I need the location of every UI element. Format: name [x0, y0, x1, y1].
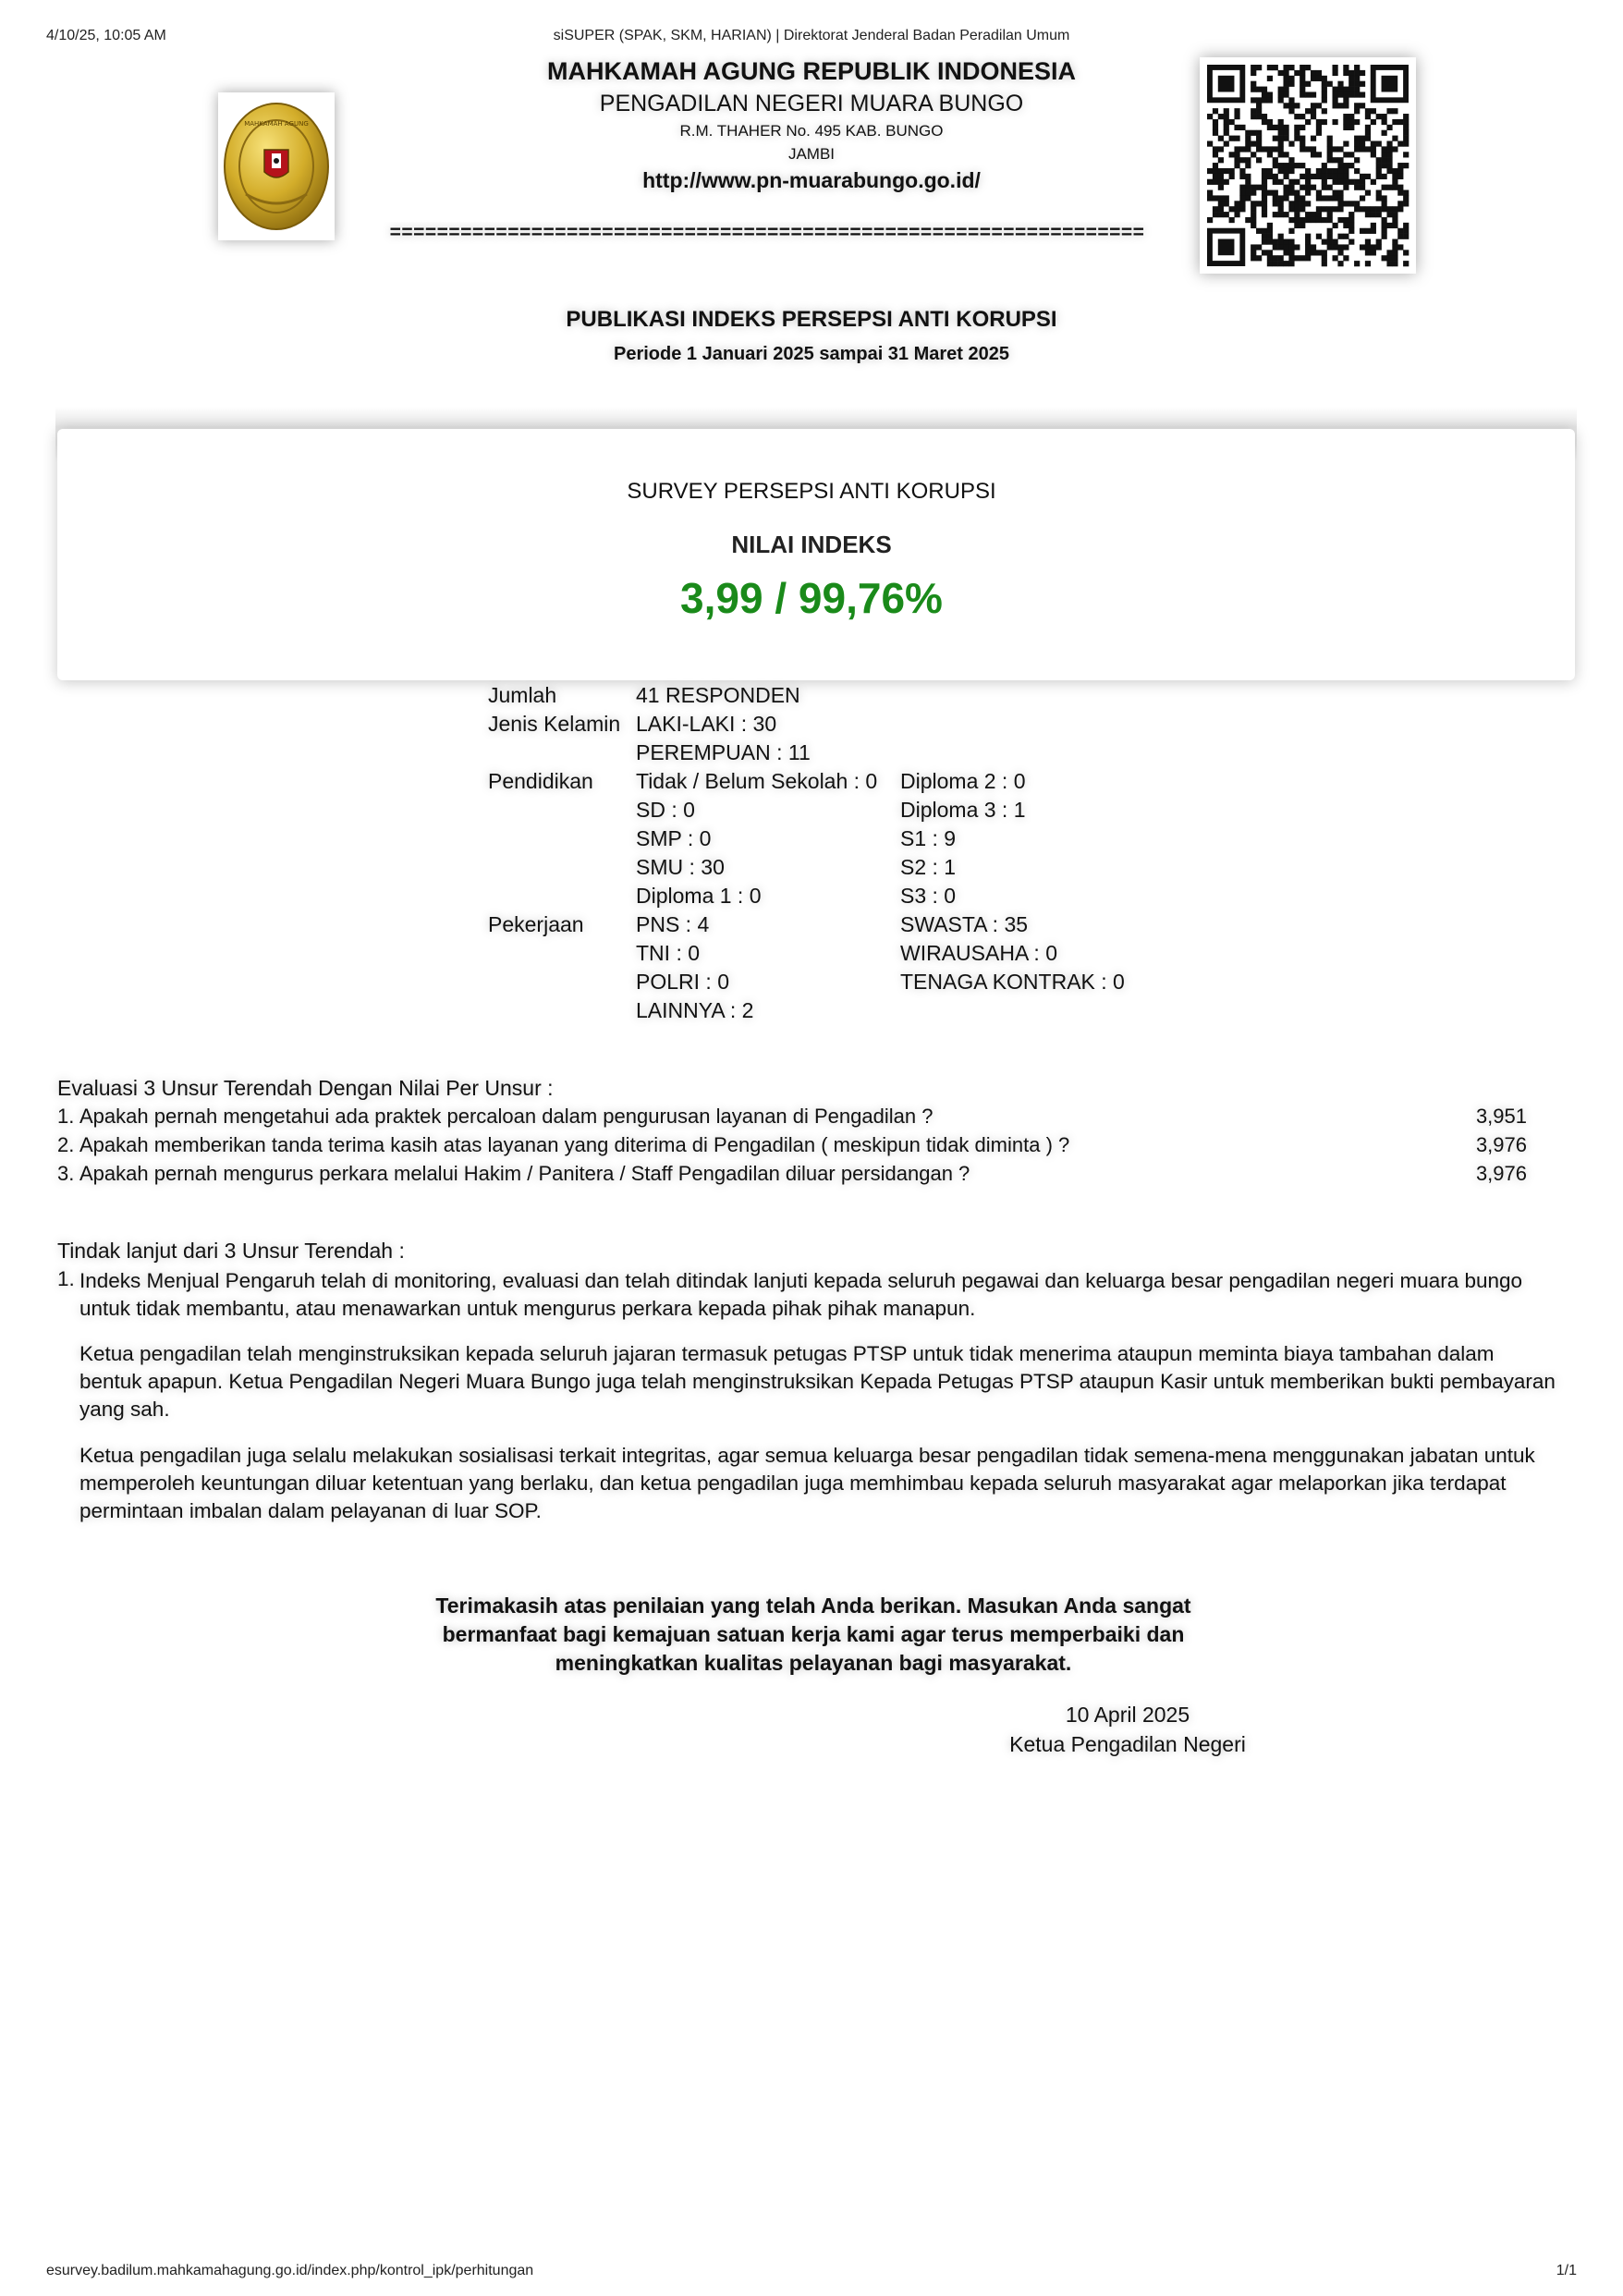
evaluation-heading: Evaluasi 3 Unsur Terendah Dengan Nilai Per Unsur :: [57, 1076, 554, 1100]
follow-up-num: 1.: [57, 1267, 75, 1290]
court-name: PENGADILAN NEGERI MUARA BUNGO: [599, 91, 1024, 116]
evaluation-score: 3,951: [1475, 1105, 1527, 1128]
survey-title: SURVEY PERSEPSI ANTI KORUPSI: [627, 479, 996, 504]
job-item: SWASTA : 35: [900, 912, 1029, 936]
address-line1: R.M. THAHER No. 495 KAB. BUNGO: [679, 122, 944, 140]
gender-female: PEREMPUAN : 11: [636, 740, 811, 764]
education-item: SD : 0: [636, 798, 695, 822]
follow-up-paragraph: Ketua pengadilan juga selalu melakukan sosialisasi terkait integritas, agar semua keluarga besar pengadilan tidak semena-mena menggunakan jabatan untuk memperoleh keuntungan diluar ketentuan yang berlaku, dan ketua pengadilan juga memhimbau kepada seluruh masyarakat agar melaporkan jika terdapat permintaan imbalan dalam pelayanan di luar SOP.: [79, 1444, 1535, 1522]
evaluation-question: Apakah pernah mengurus perkara melalui Hakim / Panitera / Staff Pengadilan diluar persidangan ?: [79, 1162, 970, 1185]
jumlah-value: 41 RESPONDEN: [636, 683, 800, 707]
evaluation-score: 3,976: [1475, 1162, 1527, 1185]
job-item: LAINNYA : 2: [636, 998, 754, 1022]
education-item: S1 : 9: [900, 826, 957, 850]
education-item: SMU : 30: [636, 855, 725, 879]
education-item: Diploma 3 : 1: [900, 798, 1026, 822]
print-page-number: 1/1: [1556, 2263, 1577, 2278]
job-label: Pekerjaan: [488, 912, 584, 936]
job-item: TENAGA KONTRAK : 0: [900, 970, 1125, 994]
job-item: TNI : 0: [636, 941, 701, 965]
evaluation-num: 1.: [57, 1105, 75, 1128]
follow-up-paragraph: Indeks Menjual Pengaruh telah di monitoring, evaluasi dan telah ditindak lanjuti kepada seluruh pegawai dan keluarga besar pengadilan negeri muara bungo untuk tidak membantu, atau menawarkan untuk mengurus perkara kepada pihak pihak manapun.: [79, 1269, 1523, 1320]
education-item: Tidak / Belum Sekolah : 0: [636, 769, 878, 793]
gender-male: LAKI-LAKI : 30: [636, 712, 777, 736]
education-item: SMP : 0: [636, 826, 712, 850]
address-line2: JAMBI: [787, 145, 836, 163]
print-datetime: 4/10/25, 10:05 AM: [46, 28, 166, 43]
education-item: S2 : 1: [900, 855, 957, 879]
education-item: Diploma 1 : 0: [636, 884, 762, 908]
job-item: POLRI : 0: [636, 970, 729, 994]
education-item: Diploma 2 : 0: [900, 769, 1026, 793]
signatory-title: Ketua Pengadilan Negeri: [1009, 1732, 1246, 1756]
index-label: NILAI INDEKS: [731, 531, 892, 558]
evaluation-score: 3,976: [1475, 1133, 1527, 1156]
qr-code-icon: [1200, 57, 1416, 274]
seal-lettering: MAHKAMAH AGUNG: [244, 120, 309, 128]
index-value: 3,99 / 99,76%: [680, 574, 943, 622]
evaluation-question: Apakah pernah mengetahui ada praktek percaloan dalam pengurusan layanan di Pengadilan ?: [79, 1105, 934, 1128]
website-link[interactable]: http://www.pn-muarabungo.go.id/: [642, 168, 981, 192]
thank-you-note: Terimakasih atas penilaian yang telah Anda berikan. Masukan Anda sangat bermanfaat bagi kemajuan satuan kerja kami agar terus memperbaiki dan meningkatkan kualitas pelayanan bagi masyarakat.: [435, 1594, 1191, 1675]
job-item: PNS : 4: [636, 912, 710, 936]
gender-label: Jenis Kelamin: [488, 712, 621, 736]
print-url: esurvey.badilum.mahkamahagung.go.id/index.php/kontrol_ipk/perhitungan: [46, 2263, 534, 2278]
print-page-title: siSUPER (SPAK, SKM, HARIAN) | Direktorat Jenderal Badan Peradilan Umum: [553, 28, 1070, 43]
separator-line: ================================================================: [389, 222, 1145, 243]
follow-up-heading: Tindak lanjut dari 3 Unsur Terendah :: [57, 1239, 405, 1263]
publication-title: PUBLIKASI INDEKS PERSEPSI ANTI KORUPSI: [566, 307, 1057, 332]
job-item: WIRAUSAHA : 0: [900, 941, 1057, 965]
evaluation-num: 3.: [57, 1162, 75, 1185]
evaluation-question: Apakah memberikan tanda terima kasih atas layanan yang diterima di Pengadilan ( meskipun tidak diminta ) ?: [79, 1133, 1070, 1156]
education-item: S3 : 0: [900, 884, 957, 908]
evaluation-num: 2.: [57, 1133, 75, 1156]
publication-period: Periode 1 Januari 2025 sampai 31 Maret 2025: [613, 344, 1010, 364]
signature-date: 10 April 2025: [1065, 1703, 1190, 1727]
org-name: MAHKAMAH AGUNG REPUBLIK INDONESIA: [547, 57, 1076, 85]
education-label: Pendidikan: [488, 769, 593, 793]
follow-up-paragraph: Ketua pengadilan telah menginstruksikan kepada seluruh jajaran termasuk petugas PTSP untuk tidak menerima ataupun meminta biaya tambahan dalam bentuk apapun. Ketua Pengadilan Negeri Muara Bungo juga telah menginstruksikan Kepada Petugas PTSP ataupun Kasir untuk memberikan bukti pembayaran yang sah.: [79, 1342, 1556, 1421]
jumlah-label: Jumlah: [488, 683, 557, 707]
